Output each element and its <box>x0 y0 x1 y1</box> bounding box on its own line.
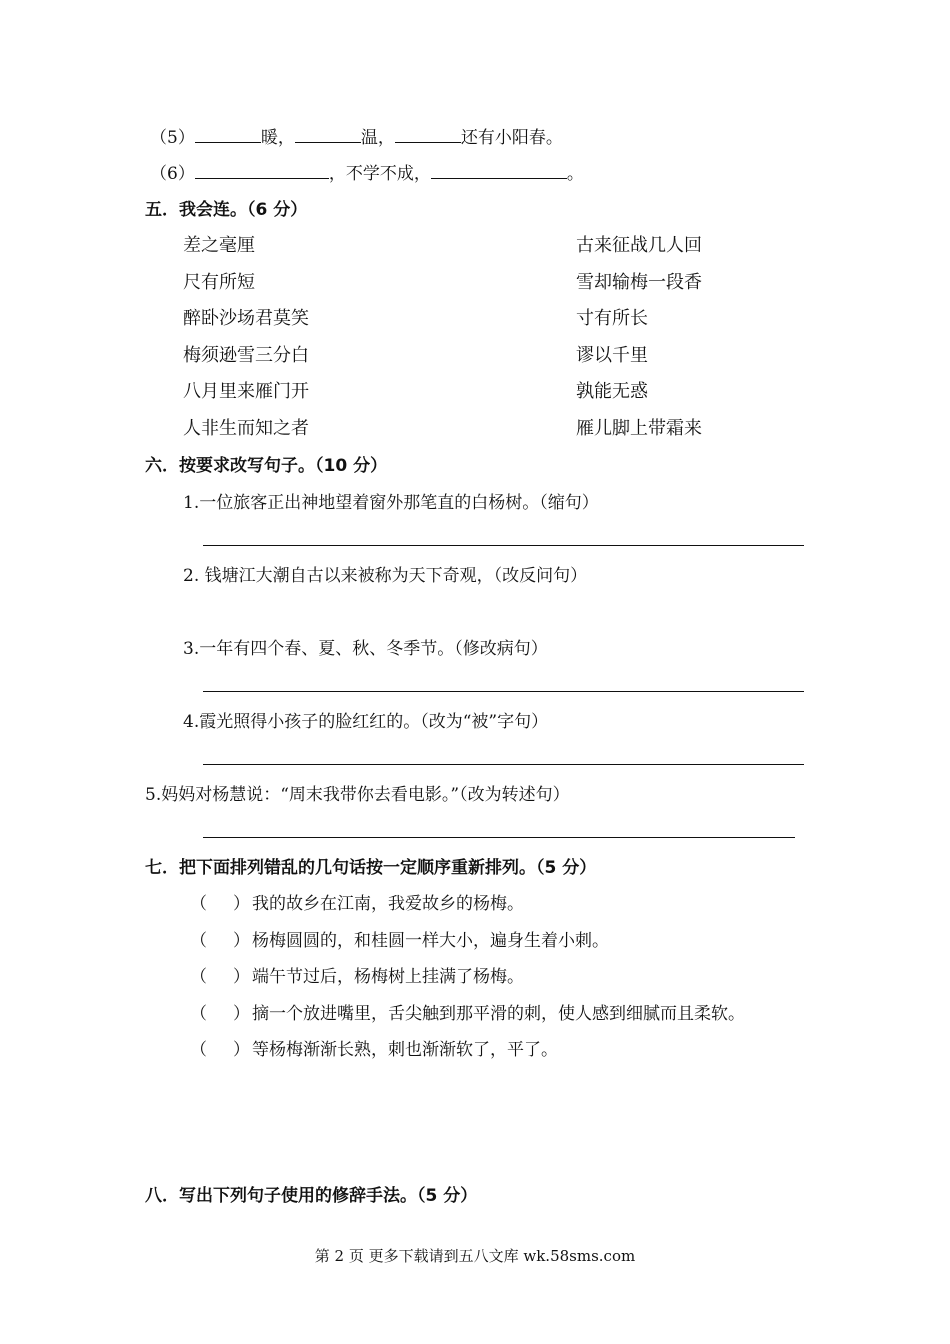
match-left-item[interactable]: 尺有所短 <box>183 272 255 293</box>
fill-q6-text-1: ，不学不成， <box>328 164 431 184</box>
match-left-item[interactable]: 醉卧沙场君莫笑 <box>183 308 309 329</box>
match-right-item[interactable]: 古来征战几人回 <box>576 235 702 256</box>
order-number-box[interactable]: （ ） <box>190 931 250 951</box>
answer-line[interactable] <box>203 545 804 546</box>
section-6-heading: 六．按要求改写句子。（10 分） <box>145 456 388 476</box>
order-item <box>190 893 524 915</box>
order-item <box>190 930 609 952</box>
match-left-item[interactable]: 人非生而知之者 <box>183 418 309 439</box>
match-right-item[interactable]: 寸有所长 <box>576 308 648 329</box>
fill-q5-text-3: 还有小阳春。 <box>460 128 563 148</box>
fill-q5-text-2: 温， <box>360 128 395 148</box>
match-right-item[interactable]: 雁儿脚上带霜来 <box>576 418 702 439</box>
answer-blank[interactable] <box>431 162 567 179</box>
page-footer: 第 2 页 更多下载请到五八文库 wk.58sms.com <box>314 1247 636 1265</box>
order-item-text: 杨梅圆圆的，和桂圆一样大小，遍身生着小刺。 <box>252 931 609 951</box>
order-item-text: 摘一个放进嘴里，舌尖触到那平滑的刺，使人感到细腻而且柔软。 <box>252 1004 745 1024</box>
match-right-item[interactable]: 雪却输梅一段香 <box>576 272 702 293</box>
match-right-item[interactable]: 孰能无惑 <box>576 381 648 402</box>
rewrite-question-3: 3.一年有四个春、夏、秋、冬季节。（修改病句） <box>183 639 548 659</box>
rewrite-question-1: 1.一位旅客正出神地望着窗外那笔直的白杨树。（缩句） <box>183 493 599 513</box>
match-left-item[interactable]: 梅须逊雪三分白 <box>183 345 309 366</box>
order-item-text: 我的故乡在江南，我爱故乡的杨梅。 <box>252 894 524 914</box>
answer-blank[interactable] <box>195 162 329 179</box>
fill-q5 <box>150 126 563 149</box>
section-8-heading: 八．写出下列句子使用的修辞手法。（5 分） <box>145 1186 478 1206</box>
answer-line[interactable] <box>203 691 804 692</box>
order-number-box[interactable]: （ ） <box>190 967 250 987</box>
rewrite-question-5: 5.妈妈对杨慧说：“周末我带你去看电影。”（改为转述句） <box>145 785 570 805</box>
rewrite-question-4: 4.霞光照得小孩子的脸红红的。（改为“被”字句） <box>183 712 549 732</box>
match-right-item[interactable]: 谬以千里 <box>576 345 648 366</box>
fill-q5-text-1: 暖， <box>260 128 295 148</box>
answer-blank[interactable] <box>395 126 461 143</box>
order-item <box>190 1003 745 1025</box>
answer-line[interactable] <box>203 764 804 765</box>
order-number-box[interactable]: （ ） <box>190 1040 250 1060</box>
fill-q6-label: （6） <box>150 164 195 184</box>
order-item <box>190 966 524 988</box>
fill-q5-label: （5） <box>150 128 195 148</box>
rewrite-question-2: 2. 钱塘江大潮自古以来被称为天下奇观，（改反问句） <box>183 566 588 586</box>
section-5-heading: 五．我会连。（6 分） <box>145 200 308 220</box>
fill-q6-text-2: 。 <box>566 164 584 184</box>
match-left-item[interactable]: 差之毫厘 <box>183 235 255 256</box>
order-item-text: 等杨梅渐渐长熟，刺也渐渐软了，平了。 <box>252 1040 558 1060</box>
section-7-heading: 七．把下面排列错乱的几句话按一定顺序重新排列。（5 分） <box>145 858 597 878</box>
order-item-text: 端午节过后，杨梅树上挂满了杨梅。 <box>252 967 524 987</box>
fill-q6 <box>150 162 584 185</box>
answer-blank[interactable] <box>195 126 261 143</box>
order-number-box[interactable]: （ ） <box>190 894 250 914</box>
match-left-item[interactable]: 八月里来雁门开 <box>183 381 309 402</box>
answer-blank[interactable] <box>295 126 361 143</box>
answer-line[interactable] <box>203 837 795 838</box>
order-number-box[interactable]: （ ） <box>190 1004 250 1024</box>
order-item <box>190 1039 558 1061</box>
